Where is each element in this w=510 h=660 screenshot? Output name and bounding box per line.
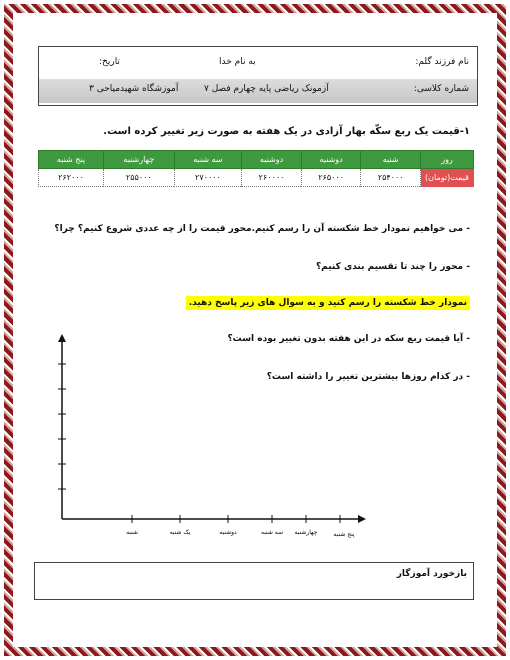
price-table	[38, 150, 474, 187]
instruction-highlight: نمودار خط شکسته را رسم کنید و به سوال های زیر پاسخ دهید.	[186, 296, 470, 310]
student-name-label: نام فرزند گلم:	[415, 57, 469, 67]
table-header-cell: دوشنبه	[242, 151, 302, 169]
date-label: تاریخ:	[99, 57, 120, 67]
y-axis	[58, 334, 66, 519]
price-cell: ۲۶۰۰۰۰	[242, 169, 302, 187]
question-most-change: - در کدام روزها بیشترین تغییر را داشته است؟	[266, 372, 470, 382]
price-cell: ۲۷۰۰۰۰	[174, 169, 242, 187]
x-axis	[62, 515, 366, 523]
x-label: پنج شنبه	[333, 531, 355, 538]
school-name: آموزشگاه شهیدمیاحی ۳	[89, 84, 179, 94]
class-number-label: شماره کلاسی:	[413, 84, 469, 94]
teacher-feedback-label: بازخورد آموزگار	[396, 569, 467, 579]
header-row-bottom	[39, 79, 477, 103]
price-cell: ۲۵۵۰۰۰	[103, 169, 174, 187]
question-1: ۱-قیمت یک ربع سکّه بهار آزادی در یک هفته به صورت زیر تغییر کرده است.	[103, 126, 470, 137]
price-cell: ۲۶۵۰۰۰	[301, 169, 361, 187]
table-header-cell: شنبه	[361, 151, 421, 169]
header-row-top	[39, 55, 477, 71]
table-header-cell: پنج شنبه	[39, 151, 104, 169]
x-label: سه شنبه	[260, 529, 284, 536]
table-header-row	[39, 151, 474, 169]
x-label: یک شنبه	[169, 529, 191, 536]
worksheet-page	[30, 34, 480, 630]
question-unchanged: - آیا قیمت ربع سکه در این هفته بدون تغییر بوده است؟	[227, 334, 470, 344]
question-axis-divide: - محور را چند تا تقسیم بندی کنیم؟	[315, 262, 470, 272]
exam-title: آزمونک ریاضی پایه چهارم فصل ۷	[204, 84, 329, 94]
table-header-cell: چهارشنبه	[103, 151, 174, 169]
price-cell: ۲۶۲۰۰۰	[39, 169, 104, 187]
price-cell: ۲۵۴۰۰۰	[361, 169, 421, 187]
table-header-cell: روز	[421, 151, 474, 169]
x-label: دوشنبه	[219, 529, 237, 536]
price-row-label: قیمت(تومان)	[421, 169, 474, 187]
header-box	[38, 46, 478, 106]
x-label: شنبه	[126, 529, 138, 536]
table-row	[39, 169, 474, 187]
teacher-feedback-box	[34, 562, 474, 600]
table-header-cell: دوشنبه	[301, 151, 361, 169]
x-label: چهارشنبه	[294, 529, 318, 536]
empty-graph-axes	[50, 334, 370, 554]
table-header-cell: سه شنبه	[174, 151, 242, 169]
basmala: به نام خدا	[219, 57, 256, 67]
question-axis-start: - می خواهیم نمودار خط شکسته آن را رسم کنیم.محور قیمت را از چه عددی شروع کنیم؟ چرا؟	[54, 224, 470, 234]
